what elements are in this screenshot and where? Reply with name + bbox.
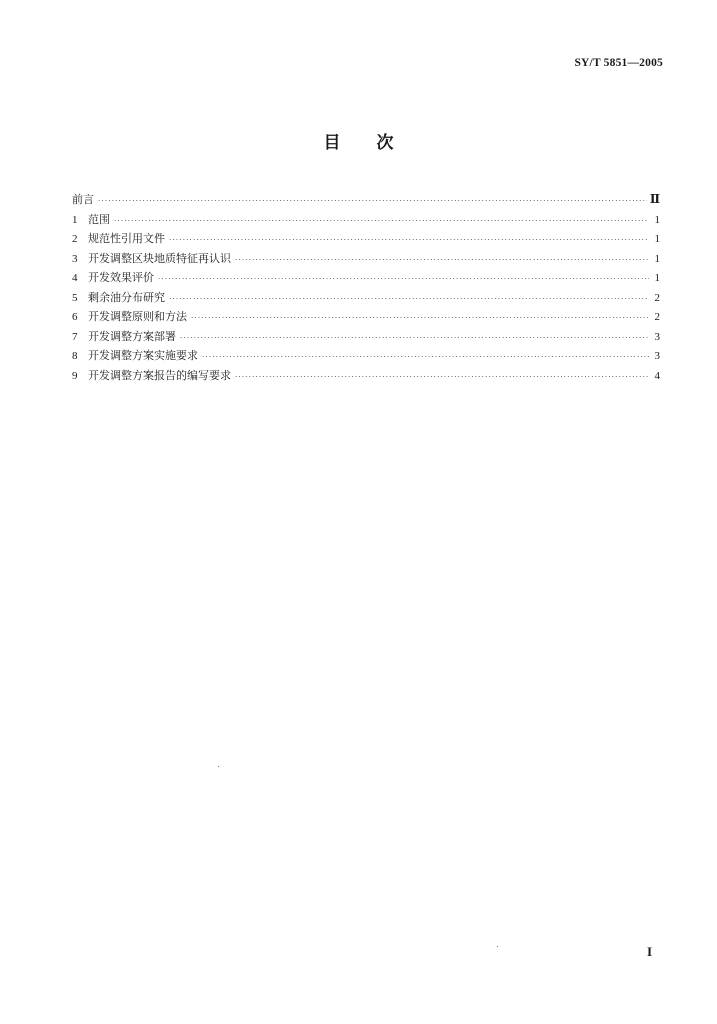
toc-title-part2: 次	[376, 133, 394, 153]
toc-entry-label: 规范性引用文件	[88, 232, 165, 245]
toc-entry-label: 剩余油分布研究	[88, 290, 165, 304]
toc-leader-dots	[235, 251, 649, 271]
toc-entry-label: 开发效果评价	[88, 271, 154, 284]
toc-entry-page: 4	[654, 369, 660, 382]
toc-entry-number: 4	[72, 272, 78, 284]
toc-entry-label: 开发调整方案部署	[88, 329, 176, 343]
toc-entry-page: 1	[654, 252, 660, 265]
toc-entry-preface[interactable]	[72, 190, 660, 210]
toc-leader-dots	[158, 270, 649, 290]
toc-leader-dots	[191, 309, 649, 329]
toc-entry-page: Ⅱ	[649, 192, 660, 206]
toc-entry-2[interactable]	[72, 229, 660, 249]
toc-leader-dots	[235, 368, 649, 388]
toc-entry-page: 1	[654, 233, 660, 245]
toc-list	[72, 190, 660, 385]
toc-entry-label: 开发调整区块地质特征再认识	[88, 251, 231, 265]
scan-speck	[218, 766, 219, 767]
toc-leader-dots	[169, 290, 649, 310]
toc-entry-number: 3	[72, 252, 78, 265]
toc-leader-dots	[202, 348, 649, 368]
scan-speck	[497, 946, 498, 947]
toc-title	[0, 128, 717, 153]
toc-entry-5[interactable]	[72, 288, 660, 308]
page-number: I	[646, 944, 652, 959]
toc-entry-label: 开发调整方案报告的编写要求	[88, 368, 231, 382]
toc-entry-8[interactable]	[72, 346, 660, 366]
toc-entry-3[interactable]	[72, 249, 660, 269]
toc-entry-7[interactable]	[72, 327, 660, 347]
toc-entry-9[interactable]	[72, 366, 660, 386]
toc-entry-number: 1	[72, 213, 78, 226]
toc-entry-number: 2	[72, 233, 78, 245]
toc-entry-page: 1	[654, 272, 660, 284]
toc-entry-page: 1	[654, 213, 660, 226]
toc-leader-dots	[114, 212, 649, 232]
toc-entry-label: 范围	[88, 212, 110, 226]
toc-entry-6[interactable]	[72, 307, 660, 327]
toc-entry-page: 3	[654, 330, 660, 343]
toc-entry-4[interactable]	[72, 268, 660, 288]
toc-entry-number: 8	[72, 350, 78, 362]
toc-entry-label: 前言	[72, 193, 94, 206]
toc-entry-number: 6	[72, 311, 78, 323]
toc-leader-dots	[169, 231, 649, 251]
toc-entry-1[interactable]	[72, 210, 660, 230]
toc-title-part1: 目	[323, 133, 341, 153]
toc-entry-page: 2	[654, 311, 660, 323]
toc-entry-number: 9	[72, 369, 78, 382]
toc-entry-page: 3	[654, 350, 660, 362]
toc-entry-page: 2	[654, 291, 660, 304]
toc-entry-number: 5	[72, 291, 78, 304]
toc-entry-label: 开发调整原则和方法	[88, 310, 187, 323]
standard-code: SY/T 5851—2005	[574, 57, 663, 69]
toc-entry-number: 7	[72, 330, 78, 343]
toc-leader-dots	[180, 329, 649, 349]
toc-leader-dots	[98, 192, 647, 212]
toc-entry-label: 开发调整方案实施要求	[88, 349, 198, 362]
